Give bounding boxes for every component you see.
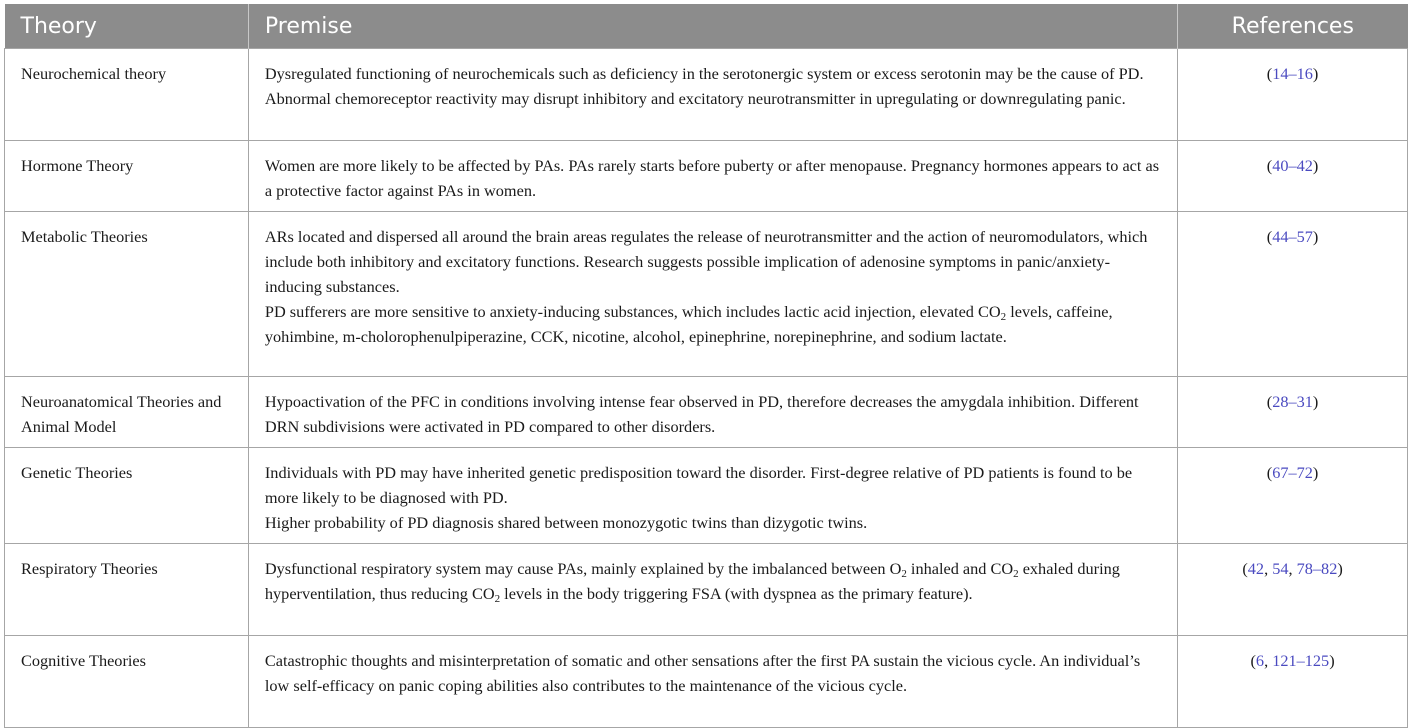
premise-text: Dysfunctional respiratory system may cause PAs, mainly explained by the imbalanced between $O_2$ inhaled and $CO_2$ exhaled during hyperventilation, thus reducing $CO_2$ levels in the body triggering FSA (with dyspnea as the primary feature). — [248, 544, 1177, 636]
table-row — [5, 141, 1408, 212]
theories-table — [4, 4, 1408, 728]
reference-link[interactable]: 28–31 — [1272, 392, 1313, 411]
premise-text: Hypoactivation of the PFC in conditions involving intense fear observed in PD, therefore decreases the amygdala inhibition. Different DRN subdivisions were activated in PD compared to other disorders. — [248, 377, 1177, 448]
premise-text: Catastrophic thoughts and misinterpretation of somatic and other sensations after the first PA sustain the vicious cycle. An individual’s low self-efficacy on panic coping abilities also contributes to the maintenance of the vicious cycle. — [248, 636, 1177, 728]
table-row — [5, 448, 1408, 544]
references-cell: (40–42) — [1178, 141, 1408, 212]
table-row — [5, 377, 1408, 448]
references-cell: (42, 54, 78–82) — [1178, 544, 1408, 636]
theory-name: Genetic Theories — [5, 448, 249, 544]
table-row — [5, 49, 1408, 141]
reference-link[interactable]: 67–72 — [1272, 463, 1313, 482]
premise-text: Women are more likely to be affected by PAs. PAs rarely starts before puberty or after menopause. Pregnancy hormones appears to act as a protective factor against PAs in women. — [248, 141, 1177, 212]
header-theory: Theory — [5, 4, 249, 49]
table-row — [5, 636, 1408, 728]
header-references: References — [1178, 4, 1408, 49]
table-header-row — [5, 4, 1408, 49]
references-cell: (28–31) — [1178, 377, 1408, 448]
theory-name: Cognitive Theories — [5, 636, 249, 728]
theory-name: Neuroanatomical Theories and Animal Model — [5, 377, 249, 448]
references-cell: (14–16) — [1178, 49, 1408, 141]
theory-name: Respiratory Theories — [5, 544, 249, 636]
premise-text: ARs located and dispersed all around the brain areas regulates the release of neurotransmitter and the action of neuromodulators, which include both inhibitory and excitatory functions. Research suggests possible implication of adenosine symptoms in panic/anxiety-inducing substances. PD sufferers are more sensitive to anxiety-inducing substances, which includes lactic acid injection, elevated $CO_2$ levels, caffeine, yohimbine, m-cholorophenulpiperazine, CCK, nicotine, alcohol, epinephrine, norepinephrine, and sodium lactate. — [248, 212, 1177, 377]
reference-link[interactable]: 42 — [1247, 559, 1265, 578]
theory-name: Hormone Theory — [5, 141, 249, 212]
references-cell: (6, 121–125) — [1178, 636, 1408, 728]
reference-link[interactable]: 54 — [1272, 559, 1289, 578]
table-row — [5, 544, 1408, 636]
references-cell: (44–57) — [1178, 212, 1408, 377]
references-cell: (67–72) — [1178, 448, 1408, 544]
premise-text: Dysregulated functioning of neurochemicals such as deficiency in the serotonergic system or excess serotonin may be the cause of PD. Abnormal chemoreceptor reactivity may disrupt inhibitory and excitatory neurotransmitter in upregulating or downregulating panic. — [248, 49, 1177, 141]
reference-link[interactable]: 78–82 — [1296, 559, 1338, 578]
theory-name: Neurochemical theory — [5, 49, 249, 141]
reference-link[interactable]: 44–57 — [1272, 227, 1313, 246]
reference-link[interactable]: 6 — [1255, 651, 1265, 670]
reference-link[interactable]: 14–16 — [1272, 64, 1313, 83]
premise-text: Individuals with PD may have inherited genetic predisposition toward the disorder. First-degree relative of PD patients is found to be more likely to be diagnosed with PD. Higher probability of PD diagnosis shared between monozygotic twins than dizygotic twins. — [248, 448, 1177, 544]
header-premise: Premise — [248, 4, 1177, 49]
theory-name: Metabolic Theories — [5, 212, 249, 377]
reference-link[interactable]: 121–125 — [1272, 651, 1330, 670]
table-row — [5, 212, 1408, 377]
reference-link[interactable]: 40–42 — [1272, 156, 1313, 175]
